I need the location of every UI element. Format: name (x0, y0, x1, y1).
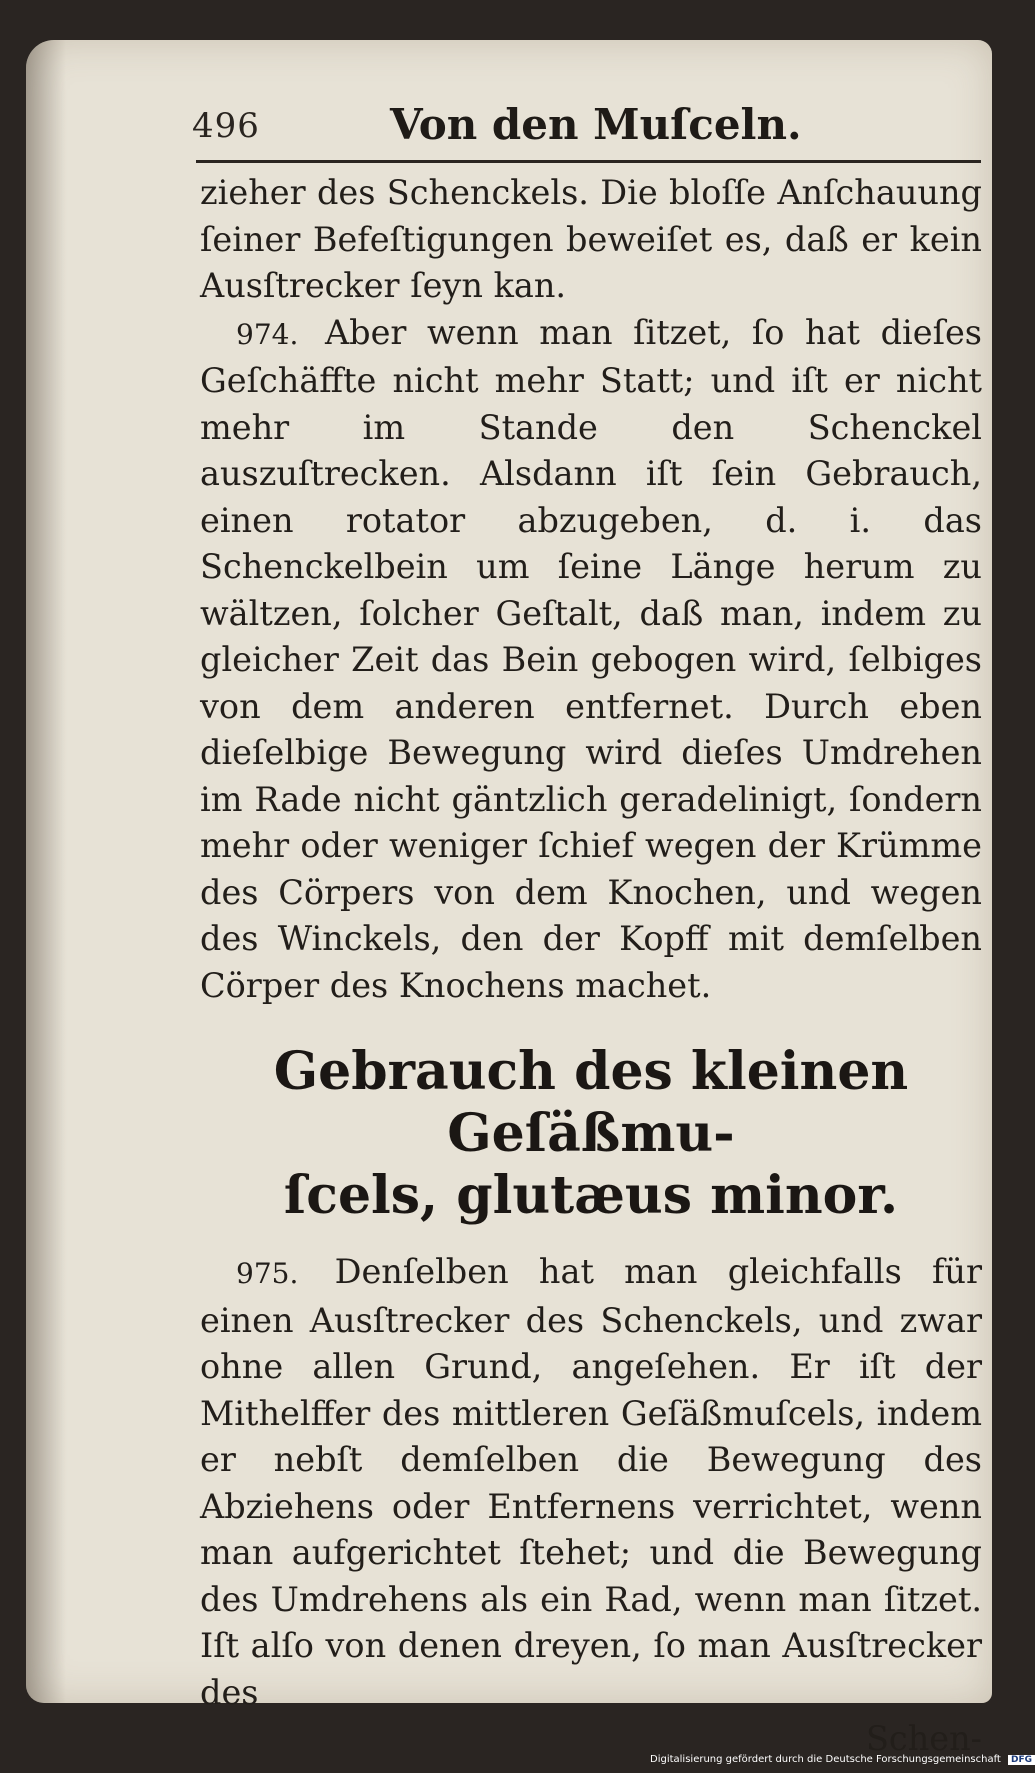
paragraph-number-975: 975. (236, 1257, 299, 1290)
paragraph-974-text: Aber wenn man ſitzet, ſo hat dieſes Geſchäffte nicht mehr Statt; und iſt er nicht mehr im Stande den Schenckel auszuſtrecken. Alsdann iſt ſein Gebrauch, einen rotator abzugeben, d. i. das Schenckelbein um ſeine Länge herum zu wältzen, ſolcher Geſtalt, daß man, indem zu gleicher Zeit das Bein gebogen wird, ſelbiges von dem anderen entfernet. Durch eben dieſelbige Bewegung wird dieſes Umdrehen im Rade nicht gäntzlich geradelinigt, ſondern mehr oder weniger ſchief wegen der Krümme des Cörpers von dem Knochen, und wegen des Winckels, den der Kopff mit demſelben Cörper des Knochens machet. (200, 312, 982, 1005)
paragraph-number-974: 974. (236, 317, 299, 351)
section-heading-line-2: ſcels, glutæus minor. (283, 1165, 899, 1226)
paragraph-1-text: zieher des Schenckels. Die bloſſe Anſchauung ſeiner Befeſtigungen beweiſet es, daß er kein Ausſtrecker ſeyn kan. (200, 173, 982, 305)
catchword: Schen- (865, 1719, 982, 1758)
paragraph-975 (200, 1249, 982, 1716)
dfg-logo: DFG (1008, 1755, 1035, 1765)
page-gutter-shadow (26, 40, 66, 1703)
running-head: Von den Muſceln. (390, 100, 802, 149)
digitization-footer (650, 1754, 1033, 1770)
footer-text: Digitalisierung gefördert durch die Deutsche Forschungsgemeinschaft (650, 1754, 1001, 1765)
page-header (170, 78, 970, 148)
header-rule (196, 160, 981, 163)
paragraph-974 (200, 310, 982, 1010)
page-body (200, 170, 982, 1763)
paragraph-1 (200, 170, 982, 310)
section-heading-line-1: Gebrauch des kleinen Geſäßmu- (273, 1041, 909, 1164)
section-heading (200, 1041, 982, 1227)
page-number: 496 (192, 106, 260, 146)
paragraph-975-text: Denſelben hat man gleichfalls für einen Ausſtrecker des Schenckels, und zwar ohne allen Grund, angeſehen. Er iſt der Mithelffer des mittleren Geſäßmuſcels, indem er nebſt demſelben die Bewegung des Abziehens oder Entfernens verrichtet, wenn man aufgerichtet ſtehet; und die Bewegung des Umdrehens als ein Rad, wenn man ſitzet. Iſt alſo von denen dreyen, ſo man Ausſtrecker des (200, 1252, 982, 1712)
